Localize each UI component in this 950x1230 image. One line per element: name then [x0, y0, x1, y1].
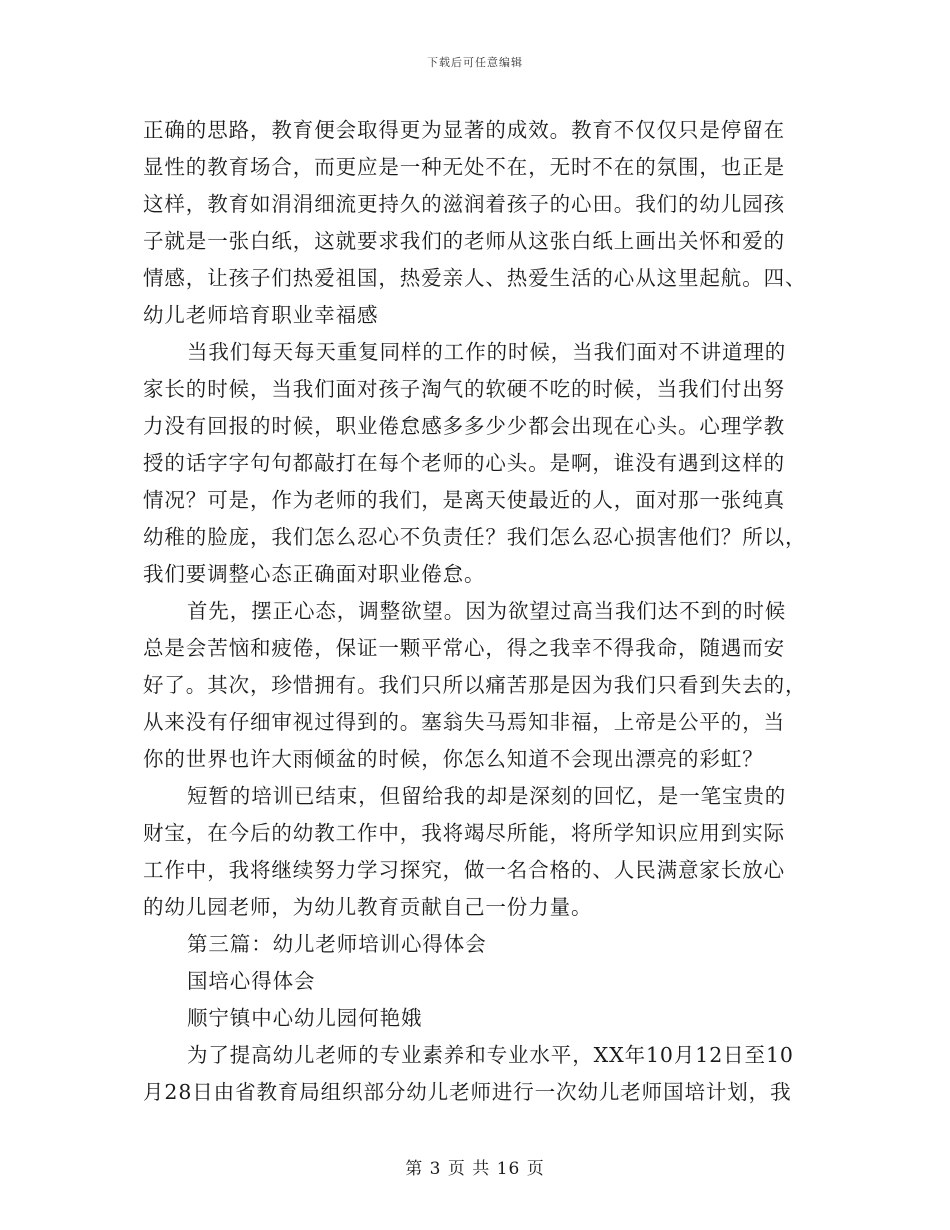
- paragraph-start-line: 短暂的培训已结束，但留给我的却是深刻的回忆，是一笔宝贵的: [187, 784, 787, 808]
- subheading: 国培心得体会: [187, 969, 316, 993]
- section-heading: 第三篇：幼儿老师培训心得体会: [187, 932, 487, 956]
- footer-prefix: 第: [405, 1159, 424, 1179]
- text-line: 的幼儿园老师，为幼儿教育贡献自己一份力量。: [143, 895, 593, 919]
- page-total: 16: [496, 1159, 521, 1179]
- text-line: 好了。其次，珍惜拥有。我们只所以痛苦那是因为我们只看到失去的，: [143, 673, 807, 697]
- footer-middle: 页 共: [447, 1159, 491, 1179]
- text-line: 月28日由省教育局组织部分幼儿老师进行一次幼儿老师国培计划，我: [143, 1080, 792, 1104]
- text-line: 我们要调整心态正确面对职业倦怠。: [143, 562, 486, 586]
- text-line: 总是会苦恼和疲倦，保证一颗平常心，得之我幸不得我命，随遇而安: [143, 636, 785, 660]
- document-body: [143, 112, 807, 1111]
- text-line: 家长的时候，当我们面对孩子淘气的软硬不吃的时候，当我们付出努: [143, 377, 785, 401]
- page-header: 下载后可任意编辑: [427, 56, 523, 69]
- text-line: 授的话字字句句都敲打在每个老师的心头。是啊，谁没有遇到这样的: [143, 451, 785, 475]
- paragraph-start-line: 为了提高幼儿老师的专业素养和专业水平，XX年10月12日至10: [187, 1043, 794, 1067]
- text-line: 财宝，在今后的幼教工作中，我将竭尽所能，将所学知识应用到实际: [143, 821, 785, 845]
- text-line: 你的世界也许大雨倾盆的时候，你怎么知道不会现出漂亮的彩虹？: [143, 747, 764, 771]
- text-line: 幼稚的脸庞，我们怎么忍心不负责任？我们怎么忍心损害他们？所以，: [143, 525, 807, 549]
- text-line: 显性的教育场合，而更应是一种无处不在，无时不在的氛围，也正是: [143, 155, 785, 179]
- text-line: 正确的思路，教育便会取得更为显著的成效。教育不仅仅只是停留在: [143, 118, 785, 142]
- author-line: 顺宁镇中心幼儿园何艳娥: [187, 1006, 423, 1030]
- page-footer: [0, 1154, 950, 1179]
- text-line: 从来没有仔细审视过得到的。塞翁失马焉知非福，上帝是公平的，当: [143, 710, 785, 734]
- paragraph-start-line: 当我们每天每天重复同样的工作的时候，当我们面对不讲道理的: [187, 340, 787, 364]
- paragraph-start-line: 首先，摆正心态，调整欲望。因为欲望过高当我们达不到的时候: [187, 599, 787, 623]
- text-line: 幼儿老师培育职业幸福感: [143, 303, 379, 327]
- text-line: 工作中，我将继续努力学习探究，做一名合格的、人民满意家长放心: [143, 858, 785, 882]
- text-line: 子就是一张白纸，这就要求我们的老师从这张白纸上画出关怀和爱的: [143, 229, 785, 253]
- text-line: 这样，教育如涓涓细流更持久的滋润着孩子的心田。我们的幼儿园孩: [143, 192, 785, 216]
- text-line: 力没有回报的时候，职业倦怠感多多少少都会出现在心头。心理学教: [143, 414, 785, 438]
- page-number: 3: [429, 1159, 442, 1179]
- text-line: 情感，让孩子们热爱祖国，热爱亲人、热爱生活的心从这里起航。四、: [143, 266, 807, 290]
- footer-suffix: 页: [526, 1159, 545, 1179]
- text-line: 情况？可是，作为老师的我们，是离天使最近的人，面对那一张纯真: [143, 488, 785, 512]
